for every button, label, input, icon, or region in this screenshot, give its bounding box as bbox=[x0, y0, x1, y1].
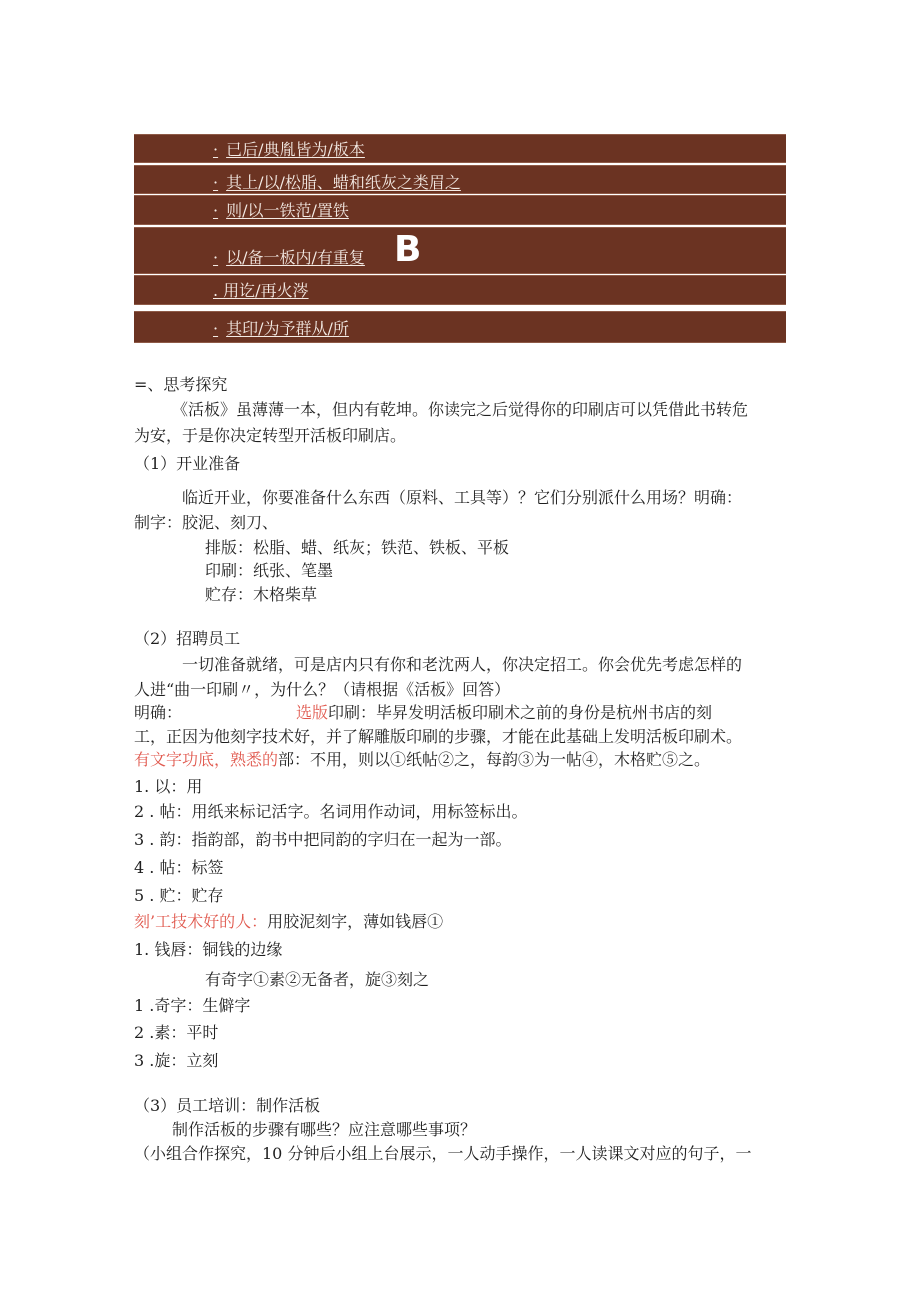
banner-text-1 bbox=[213, 137, 365, 160]
part2-heading: （2）招聘员工 bbox=[134, 629, 241, 648]
part1-item-3: 印刷：纸张、笔墨 bbox=[205, 561, 334, 580]
bullet-icon: · bbox=[213, 140, 219, 159]
answer-line-5: 有奇字①素②无备者，旋③刻之 bbox=[205, 970, 430, 989]
answer-text: 印刷：毕昇发明活板印刷术之前的身份是杭州书店的刻 bbox=[328, 703, 713, 722]
bullet-icon: · bbox=[213, 319, 219, 338]
bullet-icon: · bbox=[213, 201, 219, 220]
part1-question: 临近开业，你要准备什么东西（原料、工具等）？它们分别派什么用场？明确： bbox=[182, 488, 743, 507]
part1-item-1: 制字：胶泥、刻刀、 bbox=[134, 513, 279, 532]
note-5: 5 . 贮：贮存 bbox=[134, 886, 224, 905]
answer-text-3: 用胶泥刻字，薄如钱唇① bbox=[267, 912, 444, 931]
answer-label: 明确： bbox=[134, 703, 183, 722]
note-4: 4 . 帖：标签 bbox=[134, 858, 224, 877]
banner-label: 已后/典胤皆为/板本 bbox=[226, 140, 365, 159]
note-3: 3 . 韵：指韵部，韵书中把同韵的字归在一起为一部。 bbox=[134, 830, 512, 849]
part3-question: 制作活板的步骤有哪些？应注意哪些事项？ bbox=[172, 1120, 477, 1139]
note-c-1: 1 .奇字：生僻字 bbox=[134, 996, 251, 1015]
answer-line-3 bbox=[134, 750, 710, 769]
answer-text-2: 部：不用，则以①纸帖②之，每韵③为一帖④，木格贮⑤之。 bbox=[278, 750, 711, 769]
banner-text-4 bbox=[213, 245, 365, 268]
banner-text-6 bbox=[213, 316, 349, 339]
banner-text-2 bbox=[213, 170, 461, 193]
banner-label: 其印/为予群从/所 bbox=[226, 319, 349, 338]
note-c-3: 3 .旋：立刻 bbox=[134, 1051, 219, 1070]
section-title: =、思考探究 bbox=[134, 375, 228, 394]
answer-line-1 bbox=[134, 703, 712, 722]
part1-item-2: 排版：松脂、蜡、纸灰；铁范、铁板、平板 bbox=[205, 538, 510, 557]
note-1: 1. 以：用 bbox=[134, 777, 203, 796]
note-c-2: 2 .素：平时 bbox=[134, 1023, 219, 1042]
answer-line-4 bbox=[134, 912, 443, 931]
bullet-icon: · bbox=[213, 248, 219, 267]
part2-question-1: 一切准备就绪，可是店内只有你和老沈两人，你决定招工。你会优先考虑怎样的 bbox=[182, 655, 743, 674]
answer-red-text-3: 刻’工技术好的人： bbox=[134, 912, 268, 931]
answer-red-text: 选版 bbox=[296, 703, 329, 722]
big-letter: B bbox=[394, 229, 422, 270]
answer-line-2: 工，正因为他刻字技术好，并了解雕版印刷的步骤，才能在此基础上发明活板印刷术。 bbox=[134, 727, 743, 746]
part3-heading: （3）员工培训：制作活板 bbox=[134, 1096, 321, 1115]
bullet-icon: · bbox=[213, 173, 219, 192]
banner-label: 以/备一板内/有重复 bbox=[226, 248, 365, 267]
note-b: 1. 钱唇：铜钱的边缘 bbox=[134, 940, 283, 959]
banner-text-3 bbox=[213, 198, 349, 221]
banner-text-5 bbox=[213, 278, 309, 301]
intro-line-2: 为安，于是你决定转型开活板印刷店。 bbox=[134, 426, 407, 445]
part1-item-4: 贮存：木格柴草 bbox=[205, 585, 318, 604]
answer-red-text-2: 有文字功底，熟悉的 bbox=[134, 750, 279, 769]
part1-heading: （1）开业准备 bbox=[134, 454, 241, 473]
banner-label: 则/以一铁范/置铁 bbox=[226, 201, 349, 220]
part3-line: （小组合作探究，10 分钟后小组上台展示，一人动手操作，一人读课文对应的句子，一 bbox=[134, 1144, 752, 1163]
banner-label: . 用讫/再火涔 bbox=[213, 281, 309, 300]
intro-line-1: 《活板》虽薄薄一本，但内有乾坤。你读完之后觉得你的印刷店可以凭借此书转危 bbox=[172, 400, 749, 419]
note-2: 2 . 帖：用纸来标记活字。名词用作动词，用标签标出。 bbox=[134, 802, 528, 821]
banner-label: 其上/以/松脂、蜡和纸灰之类眉之 bbox=[226, 173, 461, 192]
part2-question-2: 人进“曲一印刷〃，为什么？（请根据《活板》回答） bbox=[134, 680, 511, 699]
